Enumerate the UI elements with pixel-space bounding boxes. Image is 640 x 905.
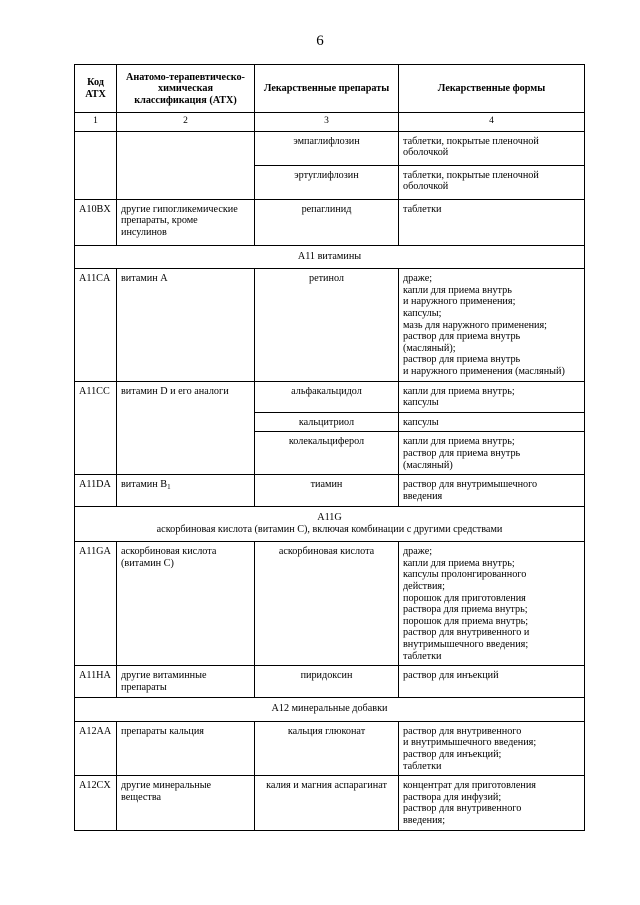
- section-description: аскорбиновая кислота (витамин С), включая комбинации с другими средствами: [156, 523, 503, 535]
- forms-cell: концентрат для приготовления раствора для инфузий; раствор для внутривенного введения;: [399, 776, 585, 830]
- drug-cell: тиамин: [255, 475, 399, 507]
- drug-cell: эмпаглифлозин: [255, 131, 399, 165]
- atx-code-cell: A11DA: [75, 475, 117, 507]
- section-row: [75, 507, 585, 542]
- atx-name-cell: витамин А: [117, 269, 255, 381]
- forms-cell: капсулы: [399, 412, 585, 432]
- drug-list-table: [74, 64, 585, 831]
- forms-cell: раствор для инъекций: [399, 666, 585, 698]
- atx-code-cell: A10BX: [75, 199, 117, 245]
- forms-cell: капли для приема внутрь; капсулы: [399, 381, 585, 412]
- table-row: [75, 776, 585, 830]
- forms-cell: драже; капли для приема внутрь; капсулы пролонгированного действия; порошок для приготовления раствора для приема внутрь; порошок для приема внутрь; раствор для внутривенного и внутримышечного введения; таблетки: [399, 542, 585, 666]
- forms-cell: таблетки, покрытые пленочной оболочкой: [399, 165, 585, 199]
- section-title: A11 витамины: [75, 245, 585, 269]
- drug-cell: ретинол: [255, 269, 399, 381]
- drug-cell: калия и магния аспарагинат: [255, 776, 399, 830]
- atx-code-cell: A11HA: [75, 666, 117, 698]
- atx-name-cell: другие гипогликемические препараты, кроме инсулинов: [117, 199, 255, 245]
- atx-name-cell: витамин D и его аналоги: [117, 381, 255, 475]
- forms-cell: капли для приема внутрь; раствор для приема внутрь (масляный): [399, 432, 585, 475]
- subscript-index: 1: [167, 483, 171, 492]
- atx-code-cell: A11GA: [75, 542, 117, 666]
- atx-code-cell: [75, 165, 117, 199]
- section-row: [75, 245, 585, 269]
- drug-cell: альфакальцидол: [255, 381, 399, 412]
- atx-code-cell: A11CA: [75, 269, 117, 381]
- forms-cell: таблетки: [399, 199, 585, 245]
- forms-cell: раствор для внутривенного и внутримышечного введения; раствор для инъекций; таблетки: [399, 721, 585, 775]
- header-drugs: Лекарственные препараты: [255, 65, 399, 113]
- section-title: A12 минеральные добавки: [75, 698, 585, 722]
- table-row: [75, 666, 585, 698]
- section-code: A11G: [317, 512, 342, 524]
- drug-cell: эртуглифлозин: [255, 165, 399, 199]
- column-number: 3: [255, 113, 399, 132]
- drug-cell: аскорбиновая кислота: [255, 542, 399, 666]
- section-title: [75, 507, 585, 542]
- drug-cell: колекальциферол: [255, 432, 399, 475]
- header-atx-classification: Анатомо-терапевтическо-химическая классификация (АТХ): [117, 65, 255, 113]
- column-number: 4: [399, 113, 585, 132]
- drug-cell: кальция глюконат: [255, 721, 399, 775]
- table-row: [75, 381, 585, 412]
- drug-cell: кальцитриол: [255, 412, 399, 432]
- table-row: [75, 721, 585, 775]
- atx-code-cell: A12CX: [75, 776, 117, 830]
- header-dosage-forms: Лекарственные формы: [399, 65, 585, 113]
- drug-cell: репаглинид: [255, 199, 399, 245]
- forms-cell: драже; капли для приема внутрь и наружного применения; капсулы; мазь для наружного применения; раствор для приема внутрь (масляный); раствор для приема внутрь и наружного применения (масляный): [399, 269, 585, 381]
- atx-name-cell: аскорбиновая кислота (витамин С): [117, 542, 255, 666]
- forms-cell: раствор для внутримышечного введения: [399, 475, 585, 507]
- table-row: [75, 131, 585, 165]
- table-header-row: [75, 65, 585, 113]
- atx-name-cell: другие витаминные препараты: [117, 666, 255, 698]
- atx-code-cell: [75, 131, 117, 165]
- table-row: [75, 542, 585, 666]
- atx-name-cell: [117, 165, 255, 199]
- atx-code-cell: A12AA: [75, 721, 117, 775]
- column-number-row: [75, 113, 585, 132]
- forms-cell: таблетки, покрытые пленочной оболочкой: [399, 131, 585, 165]
- drug-cell: пиридоксин: [255, 666, 399, 698]
- column-number: 2: [117, 113, 255, 132]
- page-number: 6: [316, 33, 324, 49]
- table-row: [75, 165, 585, 199]
- atx-name-cell: [117, 131, 255, 165]
- table-row: [75, 475, 585, 507]
- table-row: [75, 269, 585, 381]
- atx-name-cell: [117, 475, 255, 507]
- section-row: [75, 698, 585, 722]
- table-row: [75, 199, 585, 245]
- atx-code-cell: A11CC: [75, 381, 117, 475]
- atx-name-text: витамин B: [121, 479, 168, 491]
- header-atx-code: Код АТХ: [75, 65, 117, 113]
- atx-name-cell: препараты кальция: [117, 721, 255, 775]
- atx-name-cell: другие минеральные вещества: [117, 776, 255, 830]
- column-number: 1: [75, 113, 117, 132]
